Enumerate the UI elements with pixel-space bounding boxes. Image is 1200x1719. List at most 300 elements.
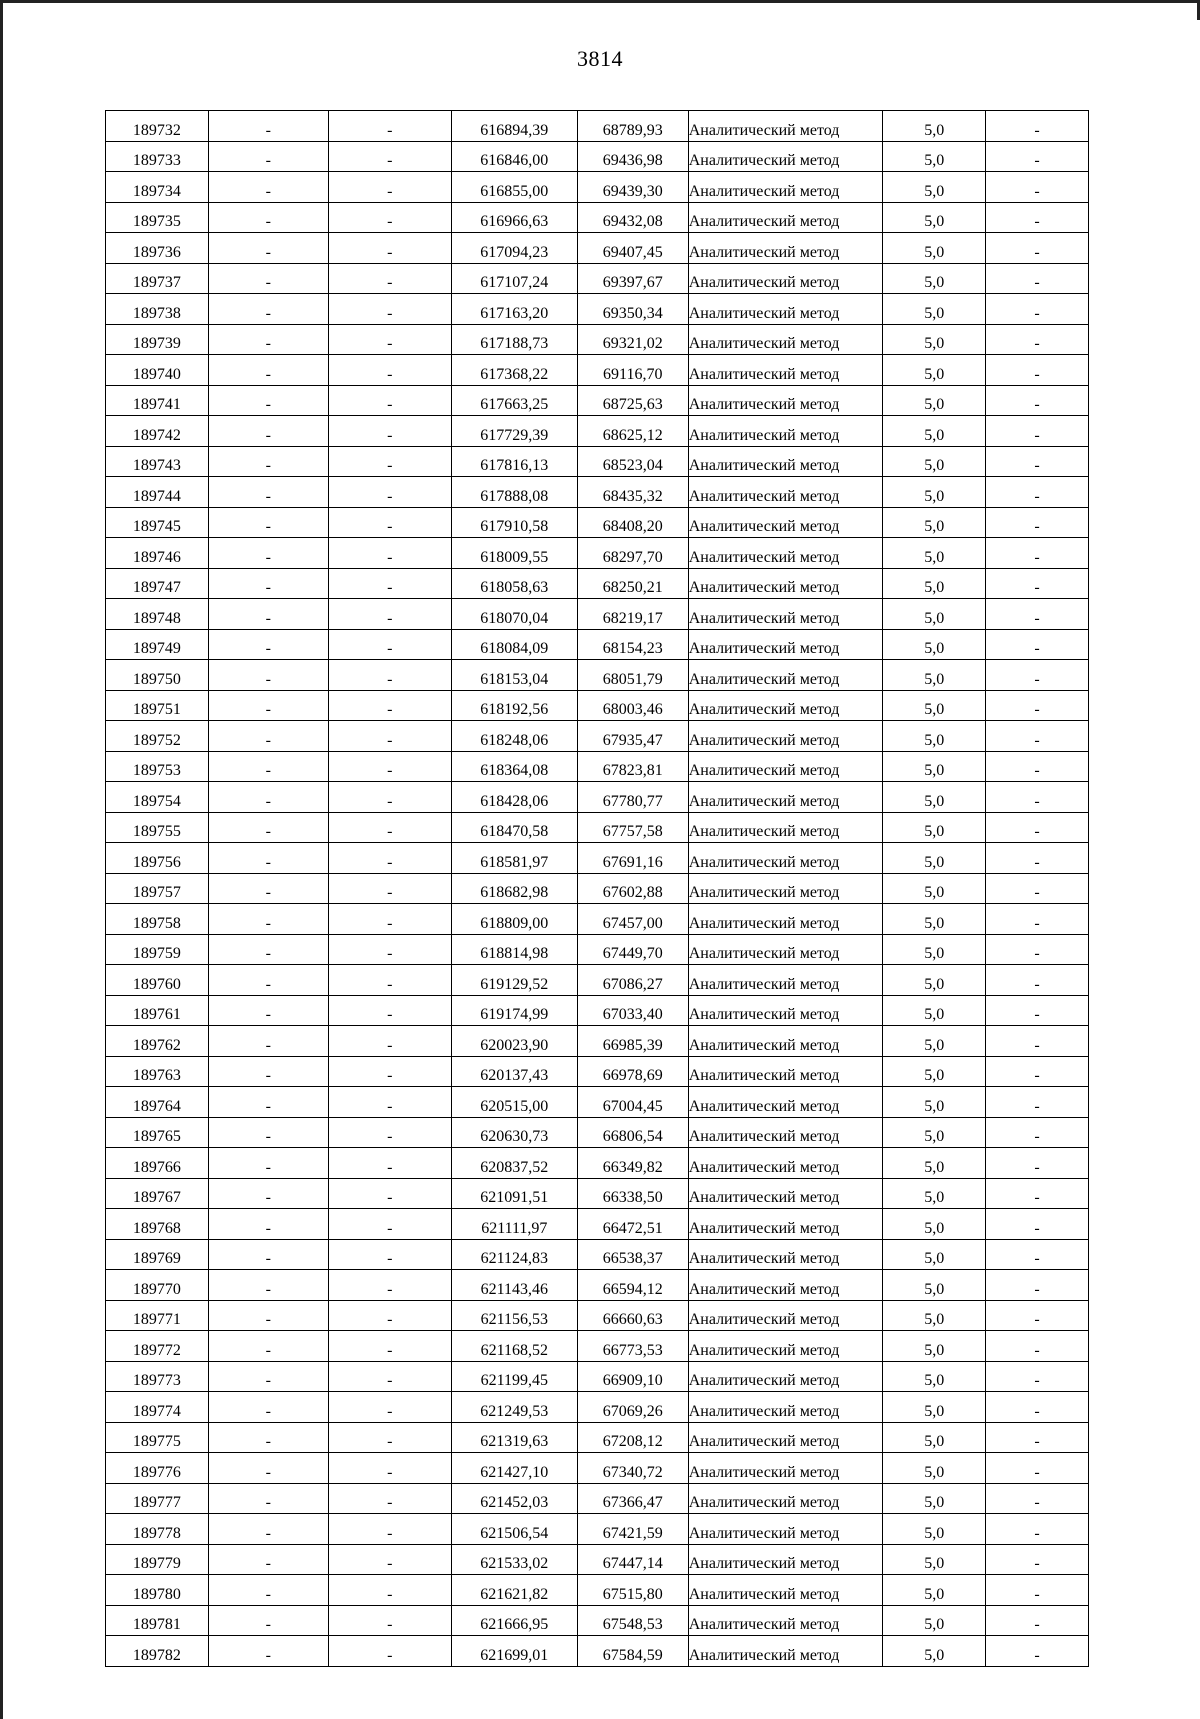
cell-point-id: 189732: [106, 111, 209, 142]
cell-method: Аналитический метод: [688, 1270, 883, 1301]
cell-point-id: 189757: [106, 873, 209, 904]
cell-point-id: 189742: [106, 416, 209, 447]
cell-method: Аналитический метод: [688, 1056, 883, 1087]
cell-coord-x: 617888,08: [451, 477, 577, 508]
cell-note: -: [986, 1117, 1089, 1148]
cell-accuracy: 5,0: [883, 1483, 986, 1514]
cell-empty-a: -: [208, 1605, 328, 1636]
cell-note: -: [986, 995, 1089, 1026]
cell-note: -: [986, 141, 1089, 172]
cell-empty-a: -: [208, 1300, 328, 1331]
cell-accuracy: 5,0: [883, 1392, 986, 1423]
cell-note: -: [986, 1148, 1089, 1179]
cell-empty-a: -: [208, 1575, 328, 1606]
cell-coord-x: 617094,23: [451, 233, 577, 264]
cell-coord-x: 621168,52: [451, 1331, 577, 1362]
cell-note: -: [986, 507, 1089, 538]
cell-accuracy: 5,0: [883, 1148, 986, 1179]
cell-empty-b: -: [328, 660, 451, 691]
cell-coord-x: 616894,39: [451, 111, 577, 142]
cell-accuracy: 5,0: [883, 690, 986, 721]
cell-coord-x: 621319,63: [451, 1422, 577, 1453]
cell-accuracy: 5,0: [883, 1605, 986, 1636]
cell-coord-y: 68408,20: [577, 507, 688, 538]
cell-coord-x: 616855,00: [451, 172, 577, 203]
cell-coord-x: 617663,25: [451, 385, 577, 416]
cell-method: Аналитический метод: [688, 446, 883, 477]
cell-note: -: [986, 385, 1089, 416]
cell-empty-a: -: [208, 233, 328, 264]
cell-accuracy: 5,0: [883, 1575, 986, 1606]
cell-coord-y: 67935,47: [577, 721, 688, 752]
cell-coord-x: 618470,58: [451, 812, 577, 843]
cell-accuracy: 5,0: [883, 446, 986, 477]
cell-coord-x: 621143,46: [451, 1270, 577, 1301]
cell-coord-y: 66594,12: [577, 1270, 688, 1301]
cell-coord-x: 620630,73: [451, 1117, 577, 1148]
cell-empty-a: -: [208, 629, 328, 660]
table-row: [106, 538, 1089, 569]
cell-empty-b: -: [328, 1392, 451, 1423]
cell-empty-a: -: [208, 568, 328, 599]
cell-coord-x: 621249,53: [451, 1392, 577, 1423]
cell-method: Аналитический метод: [688, 202, 883, 233]
table-row: [106, 324, 1089, 355]
cell-accuracy: 5,0: [883, 1453, 986, 1484]
table-row: [106, 1300, 1089, 1331]
cell-method: Аналитический метод: [688, 111, 883, 142]
table-row: [106, 934, 1089, 965]
cell-empty-b: -: [328, 751, 451, 782]
cell-method: Аналитический метод: [688, 263, 883, 294]
table-body: [106, 111, 1089, 1667]
cell-point-id: 189736: [106, 233, 209, 264]
cell-accuracy: 5,0: [883, 812, 986, 843]
cell-note: -: [986, 690, 1089, 721]
cell-empty-b: -: [328, 263, 451, 294]
cell-coord-y: 67004,45: [577, 1087, 688, 1118]
cell-coord-y: 68725,63: [577, 385, 688, 416]
cell-empty-b: -: [328, 507, 451, 538]
cell-point-id: 189773: [106, 1361, 209, 1392]
cell-note: -: [986, 172, 1089, 203]
cell-method: Аналитический метод: [688, 965, 883, 996]
cell-method: Аналитический метод: [688, 1117, 883, 1148]
cell-empty-a: -: [208, 324, 328, 355]
cell-coord-x: 621124,83: [451, 1239, 577, 1270]
cell-method: Аналитический метод: [688, 690, 883, 721]
cell-coord-y: 69436,98: [577, 141, 688, 172]
cell-note: -: [986, 1636, 1089, 1667]
table-row: [106, 965, 1089, 996]
table-row: [106, 1636, 1089, 1667]
table-row: [106, 385, 1089, 416]
cell-empty-b: -: [328, 599, 451, 630]
cell-empty-b: -: [328, 629, 451, 660]
cell-empty-b: -: [328, 172, 451, 203]
cell-point-id: 189737: [106, 263, 209, 294]
cell-method: Аналитический метод: [688, 1514, 883, 1545]
cell-method: Аналитический метод: [688, 843, 883, 874]
cell-accuracy: 5,0: [883, 843, 986, 874]
cell-point-id: 189776: [106, 1453, 209, 1484]
cell-coord-y: 66909,10: [577, 1361, 688, 1392]
table-row: [106, 1056, 1089, 1087]
cell-method: Аналитический метод: [688, 995, 883, 1026]
table-row: [106, 1148, 1089, 1179]
cell-empty-a: -: [208, 995, 328, 1026]
cell-accuracy: 5,0: [883, 995, 986, 1026]
table-row: [106, 1209, 1089, 1240]
cell-accuracy: 5,0: [883, 629, 986, 660]
cell-coord-x: 620137,43: [451, 1056, 577, 1087]
cell-accuracy: 5,0: [883, 904, 986, 935]
cell-empty-b: -: [328, 111, 451, 142]
cell-point-id: 189772: [106, 1331, 209, 1362]
cell-note: -: [986, 416, 1089, 447]
cell-empty-b: -: [328, 385, 451, 416]
cell-coord-y: 67515,80: [577, 1575, 688, 1606]
cell-point-id: 189755: [106, 812, 209, 843]
cell-note: -: [986, 1270, 1089, 1301]
cell-method: Аналитический метод: [688, 1209, 883, 1240]
page-border-left: [0, 0, 3, 1719]
cell-coord-y: 67780,77: [577, 782, 688, 813]
cell-coord-x: 618682,98: [451, 873, 577, 904]
cell-method: Аналитический метод: [688, 416, 883, 447]
table-row: [106, 233, 1089, 264]
cell-empty-b: -: [328, 538, 451, 569]
cell-empty-a: -: [208, 202, 328, 233]
cell-coord-y: 67033,40: [577, 995, 688, 1026]
cell-point-id: 189774: [106, 1392, 209, 1423]
cell-coord-y: 67602,88: [577, 873, 688, 904]
cell-method: Аналитический метод: [688, 904, 883, 935]
cell-accuracy: 5,0: [883, 1361, 986, 1392]
cell-note: -: [986, 1514, 1089, 1545]
page-border-top: [0, 0, 1200, 3]
cell-coord-y: 68435,32: [577, 477, 688, 508]
table-row: [106, 202, 1089, 233]
cell-point-id: 189765: [106, 1117, 209, 1148]
cell-coord-x: 620837,52: [451, 1148, 577, 1179]
cell-point-id: 189769: [106, 1239, 209, 1270]
cell-accuracy: 5,0: [883, 660, 986, 691]
cell-empty-b: -: [328, 1239, 451, 1270]
cell-coord-y: 67366,47: [577, 1483, 688, 1514]
cell-accuracy: 5,0: [883, 324, 986, 355]
cell-coord-x: 618009,55: [451, 538, 577, 569]
cell-note: -: [986, 355, 1089, 386]
cell-note: -: [986, 1026, 1089, 1057]
cell-empty-b: -: [328, 294, 451, 325]
cell-note: -: [986, 446, 1089, 477]
cell-empty-b: -: [328, 1331, 451, 1362]
cell-method: Аналитический метод: [688, 1331, 883, 1362]
cell-accuracy: 5,0: [883, 873, 986, 904]
cell-note: -: [986, 1056, 1089, 1087]
cell-method: Аналитический метод: [688, 1361, 883, 1392]
cell-empty-b: -: [328, 1178, 451, 1209]
cell-note: -: [986, 1300, 1089, 1331]
cell-empty-a: -: [208, 111, 328, 142]
cell-point-id: 189734: [106, 172, 209, 203]
cell-note: -: [986, 812, 1089, 843]
cell-empty-b: -: [328, 1209, 451, 1240]
cell-empty-a: -: [208, 873, 328, 904]
cell-accuracy: 5,0: [883, 141, 986, 172]
cell-coord-y: 69432,08: [577, 202, 688, 233]
cell-coord-y: 67340,72: [577, 1453, 688, 1484]
cell-empty-b: -: [328, 1514, 451, 1545]
cell-point-id: 189771: [106, 1300, 209, 1331]
cell-point-id: 189746: [106, 538, 209, 569]
cell-empty-a: -: [208, 416, 328, 447]
cell-empty-b: -: [328, 1300, 451, 1331]
table-row: [106, 1087, 1089, 1118]
cell-method: Аналитический метод: [688, 1453, 883, 1484]
cell-empty-a: -: [208, 1453, 328, 1484]
cell-method: Аналитический метод: [688, 1636, 883, 1667]
cell-empty-b: -: [328, 965, 451, 996]
cell-point-id: 189748: [106, 599, 209, 630]
cell-coord-x: 617188,73: [451, 324, 577, 355]
cell-empty-a: -: [208, 965, 328, 996]
table-row: [106, 507, 1089, 538]
cell-note: -: [986, 1453, 1089, 1484]
cell-accuracy: 5,0: [883, 934, 986, 965]
cell-method: Аналитический метод: [688, 1575, 883, 1606]
cell-coord-x: 621199,45: [451, 1361, 577, 1392]
cell-empty-b: -: [328, 1361, 451, 1392]
cell-empty-a: -: [208, 1270, 328, 1301]
cell-method: Аналитический метод: [688, 324, 883, 355]
cell-accuracy: 5,0: [883, 538, 986, 569]
cell-point-id: 189750: [106, 660, 209, 691]
cell-coord-x: 618581,97: [451, 843, 577, 874]
cell-accuracy: 5,0: [883, 721, 986, 752]
cell-coord-x: 618809,00: [451, 904, 577, 935]
cell-point-id: 189744: [106, 477, 209, 508]
cell-point-id: 189752: [106, 721, 209, 752]
cell-point-id: 189751: [106, 690, 209, 721]
cell-point-id: 189756: [106, 843, 209, 874]
cell-point-id: 189743: [106, 446, 209, 477]
cell-coord-y: 68250,21: [577, 568, 688, 599]
cell-coord-y: 67086,27: [577, 965, 688, 996]
cell-accuracy: 5,0: [883, 1209, 986, 1240]
cell-method: Аналитический метод: [688, 721, 883, 752]
cell-coord-x: 618814,98: [451, 934, 577, 965]
cell-empty-a: -: [208, 721, 328, 752]
cell-accuracy: 5,0: [883, 1239, 986, 1270]
cell-coord-x: 619174,99: [451, 995, 577, 1026]
table-row: [106, 1544, 1089, 1575]
table-row: [106, 721, 1089, 752]
cell-empty-b: -: [328, 721, 451, 752]
table-row: [106, 355, 1089, 386]
cell-point-id: 189767: [106, 1178, 209, 1209]
cell-empty-a: -: [208, 141, 328, 172]
cell-note: -: [986, 934, 1089, 965]
cell-empty-a: -: [208, 751, 328, 782]
cell-method: Аналитический метод: [688, 873, 883, 904]
cell-point-id: 189780: [106, 1575, 209, 1606]
cell-point-id: 189749: [106, 629, 209, 660]
cell-note: -: [986, 294, 1089, 325]
cell-accuracy: 5,0: [883, 1087, 986, 1118]
table-row: [106, 1026, 1089, 1057]
cell-method: Аналитический метод: [688, 141, 883, 172]
cell-method: Аналитический метод: [688, 172, 883, 203]
table-row: [106, 629, 1089, 660]
cell-coord-y: 69350,34: [577, 294, 688, 325]
cell-coord-y: 67447,14: [577, 1544, 688, 1575]
cell-accuracy: 5,0: [883, 355, 986, 386]
cell-accuracy: 5,0: [883, 202, 986, 233]
cell-coord-y: 68219,17: [577, 599, 688, 630]
table-row: [106, 172, 1089, 203]
cell-note: -: [986, 568, 1089, 599]
cell-coord-x: 618248,06: [451, 721, 577, 752]
cell-coord-y: 69439,30: [577, 172, 688, 203]
cell-note: -: [986, 477, 1089, 508]
cell-empty-b: -: [328, 568, 451, 599]
table-row: [106, 843, 1089, 874]
cell-method: Аналитический метод: [688, 1392, 883, 1423]
cell-coord-y: 67069,26: [577, 1392, 688, 1423]
cell-empty-a: -: [208, 294, 328, 325]
cell-empty-a: -: [208, 599, 328, 630]
cell-accuracy: 5,0: [883, 416, 986, 447]
cell-empty-a: -: [208, 172, 328, 203]
cell-coord-y: 69116,70: [577, 355, 688, 386]
cell-accuracy: 5,0: [883, 172, 986, 203]
cell-empty-a: -: [208, 1361, 328, 1392]
cell-coord-y: 66773,53: [577, 1331, 688, 1362]
cell-empty-a: -: [208, 1392, 328, 1423]
table-row: [106, 1270, 1089, 1301]
cell-empty-a: -: [208, 538, 328, 569]
table-row: [106, 1453, 1089, 1484]
cell-empty-a: -: [208, 1209, 328, 1240]
cell-note: -: [986, 873, 1089, 904]
cell-note: -: [986, 1483, 1089, 1514]
cell-point-id: 189760: [106, 965, 209, 996]
cell-note: -: [986, 599, 1089, 630]
cell-point-id: 189761: [106, 995, 209, 1026]
cell-coord-y: 67757,58: [577, 812, 688, 843]
cell-coord-y: 66660,63: [577, 1300, 688, 1331]
cell-coord-x: 621111,97: [451, 1209, 577, 1240]
cell-accuracy: 5,0: [883, 385, 986, 416]
cell-point-id: 189781: [106, 1605, 209, 1636]
cell-coord-x: 617729,39: [451, 416, 577, 447]
cell-accuracy: 5,0: [883, 1300, 986, 1331]
cell-point-id: 189747: [106, 568, 209, 599]
cell-note: -: [986, 233, 1089, 264]
cell-empty-b: -: [328, 1087, 451, 1118]
cell-accuracy: 5,0: [883, 1636, 986, 1667]
cell-method: Аналитический метод: [688, 1026, 883, 1057]
cell-note: -: [986, 843, 1089, 874]
cell-coord-x: 621091,51: [451, 1178, 577, 1209]
cell-accuracy: 5,0: [883, 599, 986, 630]
cell-coord-y: 67449,70: [577, 934, 688, 965]
table-row: [106, 477, 1089, 508]
table-row: [106, 1361, 1089, 1392]
cell-point-id: 189766: [106, 1148, 209, 1179]
cell-method: Аналитический метод: [688, 660, 883, 691]
cell-empty-a: -: [208, 1148, 328, 1179]
cell-empty-b: -: [328, 233, 451, 264]
cell-point-id: 189735: [106, 202, 209, 233]
cell-coord-y: 67691,16: [577, 843, 688, 874]
cell-empty-a: -: [208, 1483, 328, 1514]
cell-note: -: [986, 1209, 1089, 1240]
cell-coord-x: 621699,01: [451, 1636, 577, 1667]
cell-note: -: [986, 629, 1089, 660]
cell-empty-b: -: [328, 477, 451, 508]
cell-empty-a: -: [208, 385, 328, 416]
cell-empty-a: -: [208, 934, 328, 965]
cell-empty-a: -: [208, 1544, 328, 1575]
cell-coord-x: 618428,06: [451, 782, 577, 813]
cell-point-id: 189740: [106, 355, 209, 386]
cell-coord-y: 66349,82: [577, 1148, 688, 1179]
cell-coord-y: 68003,46: [577, 690, 688, 721]
cell-coord-y: 68154,23: [577, 629, 688, 660]
cell-point-id: 189768: [106, 1209, 209, 1240]
cell-empty-a: -: [208, 263, 328, 294]
cell-method: Аналитический метод: [688, 1148, 883, 1179]
cell-accuracy: 5,0: [883, 1331, 986, 1362]
cell-coord-y: 69407,45: [577, 233, 688, 264]
cell-coord-x: 621156,53: [451, 1300, 577, 1331]
cell-method: Аналитический метод: [688, 385, 883, 416]
cell-empty-b: -: [328, 446, 451, 477]
cell-empty-b: -: [328, 934, 451, 965]
cell-point-id: 189733: [106, 141, 209, 172]
cell-accuracy: 5,0: [883, 507, 986, 538]
cell-empty-a: -: [208, 1636, 328, 1667]
cell-coord-x: 618084,09: [451, 629, 577, 660]
cell-coord-y: 66806,54: [577, 1117, 688, 1148]
cell-accuracy: 5,0: [883, 111, 986, 142]
cell-note: -: [986, 1178, 1089, 1209]
table-row: [106, 111, 1089, 142]
table-row: [106, 1178, 1089, 1209]
table-row: [106, 690, 1089, 721]
cell-coord-y: 69321,02: [577, 324, 688, 355]
cell-method: Аналитический метод: [688, 1483, 883, 1514]
cell-empty-b: -: [328, 1270, 451, 1301]
cell-point-id: 189770: [106, 1270, 209, 1301]
cell-coord-y: 68051,79: [577, 660, 688, 691]
cell-method: Аналитический метод: [688, 538, 883, 569]
cell-empty-b: -: [328, 1483, 451, 1514]
table-row: [106, 1514, 1089, 1545]
cell-note: -: [986, 660, 1089, 691]
cell-coord-y: 66538,37: [577, 1239, 688, 1270]
cell-coord-x: 618192,56: [451, 690, 577, 721]
cell-coord-y: 67208,12: [577, 1422, 688, 1453]
cell-coord-x: 621533,02: [451, 1544, 577, 1575]
cell-method: Аналитический метод: [688, 1239, 883, 1270]
cell-coord-x: 617368,22: [451, 355, 577, 386]
cell-empty-b: -: [328, 873, 451, 904]
cell-method: Аналитический метод: [688, 355, 883, 386]
